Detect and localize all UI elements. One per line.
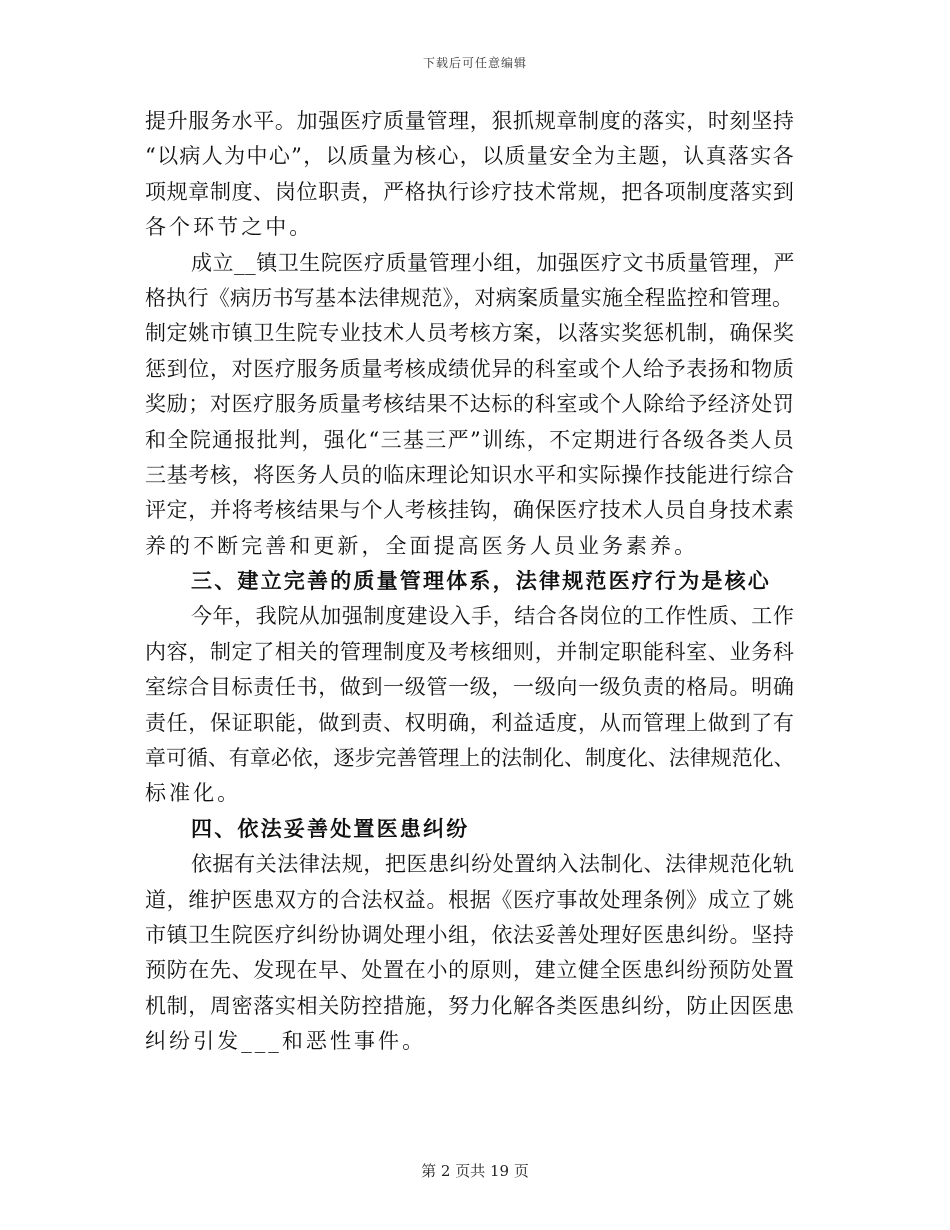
text-line: 纠纷引发___和恶性事件。 (145, 1029, 427, 1054)
text-line: 制定姚市镇卫生院专业技术人员考核方案，以落实奖惩机制，确保奖 (145, 321, 795, 346)
text-line: 今年，我院从加强制度建设入手，结合各岗位的工作性质、工作 (191, 604, 795, 629)
text-line: 格执行《病历书写基本法律规范》，对病案质量实施全程监控和管理。 (145, 285, 794, 310)
document-body (145, 104, 795, 1060)
page-header: 下载后可任意编辑 (422, 56, 527, 70)
text-line: 和全院通报批判，强化“三基三严”训练，不定期进行各级各类人员 (145, 427, 795, 452)
text-line: 三基考核，将医务人员的临床理论知识水平和实际操作技能进行综合 (145, 462, 795, 487)
text-line: 标准化。 (145, 781, 242, 806)
text-line: 市镇卫生院医疗纠纷协调处理小组，依法妥善处理好医患纠纷。坚持 (145, 922, 795, 947)
text-line: 预防在先、发现在早、处置在小的原则，建立健全医患纠纷预防处置 (145, 958, 795, 983)
text-line: 养的不断完善和更新，全面提高医务人员业务素养。 (145, 533, 699, 558)
text-line: 责任，保证职能，做到责、权明确，利益适度，从而管理上做到了有 (145, 710, 795, 735)
text-line: 室综合目标责任书，做到一级管一级，一级向一级负责的格局。明确 (145, 675, 795, 700)
text-line: 成立__镇卫生院医疗质量管理小组，加强医疗文书质量管理，严 (191, 250, 795, 275)
text-line: 各个环节之中。 (145, 215, 314, 240)
text-line: 内容，制定了相关的管理制度及考核细则，并制定职能科室、业务科 (145, 639, 795, 664)
text-line: 提升服务水平。加强医疗质量管理，狠抓规章制度的落实，时刻坚持 (145, 109, 795, 133)
text-line: 项规章制度、岗位职责，严格执行诊疗技术常规，把各项制度落实到 (145, 179, 795, 204)
text-line: 奖励；对医疗服务质量考核结果不达标的科室或个人除给予经济处罚 (145, 392, 795, 417)
text-line: 章可循、有章必依，逐步完善管理上的法制化、制度化、法律规范化、 (145, 746, 795, 771)
page-footer: 第 2 页共 19 页 (421, 1162, 529, 1180)
section-heading-4: 四、依法妥善处置医患纠纷 (191, 816, 470, 841)
text-line: 道，维护医患双方的合法权益。根据《医疗事故处理条例》成立了姚 (145, 887, 795, 912)
text-line: 评定，并将考核结果与个人考核挂钩，确保医疗技术人员自身技术素 (145, 498, 795, 523)
text-line: 惩到位，对医疗服务质量考核成绩优异的科室或个人给予表扬和物质 (145, 356, 795, 381)
section-heading-3: 三、建立完善的质量管理体系，法律规范医疗行为是核心 (191, 569, 771, 594)
text-line: 机制，周密落实相关防控措施，努力化解各类医患纠纷，防止因医患 (145, 993, 795, 1018)
text-line: “以病人为中心”，以质量为核心，以质量安全为主题，认真落实各 (145, 144, 795, 169)
text-line: 依据有关法律法规，把医患纠纷处置纳入法制化、法律规范化轨 (191, 852, 795, 877)
